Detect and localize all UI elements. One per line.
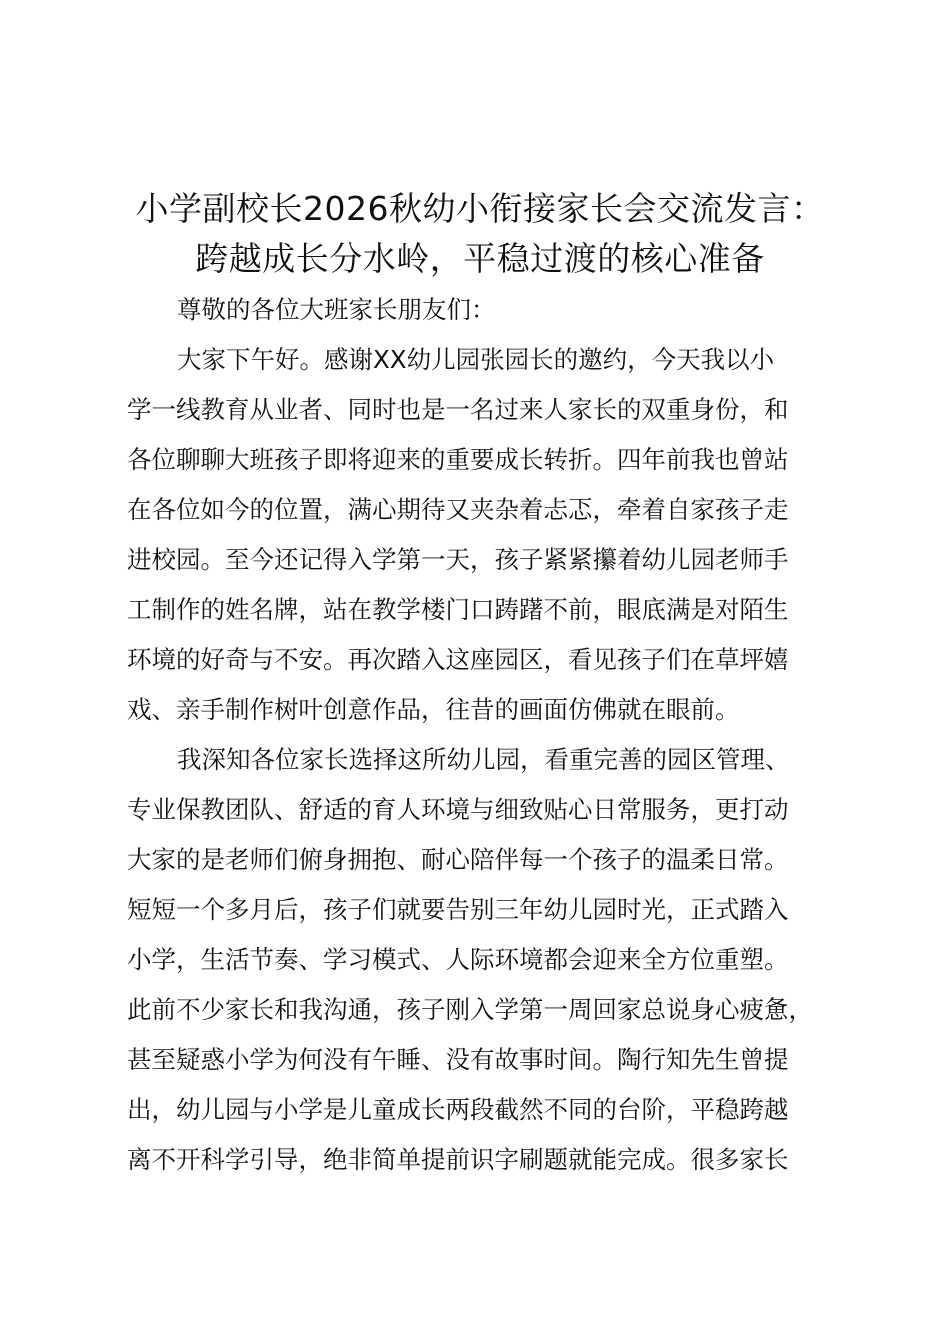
paragraph-line: 工制作的姓名牌，站在教学楼门口踌躇不前，眼底满是对陌生: [127, 595, 789, 624]
paragraph-line: 出，幼儿园与小学是儿童成长两段截然不同的台阶，平稳跨越: [127, 1095, 789, 1124]
paragraph-line: 戏、亲手制作树叶创意作品，往昔的画面仿佛就在眼前。: [127, 695, 740, 724]
document-title: [100, 184, 860, 284]
paragraph-line: 在各位如今的位置，满心期待又夹杂着忐忑，牵着自家孩子走: [127, 495, 789, 524]
title-line-2: 跨越成长分水岭，平稳过渡的核心准备: [195, 239, 765, 278]
paragraph-line: 离不开科学引导，绝非简单提前识字刷题就能完成。很多家长: [127, 1145, 789, 1174]
paragraph-line: 短短一个多月后，孩子们就要告别三年幼儿园时光，正式踏入: [127, 895, 789, 924]
paragraph-line: 学一线教育从业者、同时也是一名过来人家长的双重身份，和: [127, 395, 789, 424]
paragraph-line: 各位聊聊大班孩子即将迎来的重要成长转折。四年前我也曾站: [127, 445, 789, 474]
paragraph-line: 甚至疑惑小学为何没有午睡、没有故事时间。陶行知先生曾提: [127, 1045, 789, 1074]
paragraph-line: 专业保教团队、舒适的育人环境与细致贴心日常服务，更打动: [127, 795, 789, 824]
paragraph-line: 大家的是老师们俯身拥抱、耐心陪伴每一个孩子的温柔日常。: [127, 845, 789, 874]
paragraph-line: 此前不少家长和我沟通，孩子刚入学第一周回家总说身心疲惫，: [127, 995, 813, 1024]
paragraph-line: 进校园。至今还记得入学第一天，孩子紧紧攥着幼儿园老师手: [127, 545, 789, 574]
title-line-1: 小学副校长2026秋幼小衔接家长会交流发言：: [135, 189, 825, 228]
document-body: [127, 285, 839, 1185]
salutation: 尊敬的各位大班家长朋友们：: [177, 295, 496, 324]
paragraph-line: 环境的好奇与不安。再次踏入这座园区，看见孩子们在草坪嬉: [127, 645, 789, 674]
paragraph-line: 我深知各位家长选择这所幼儿园，看重完善的园区管理、: [177, 745, 790, 774]
paragraph-1: [127, 335, 839, 735]
paragraph-2: [127, 735, 839, 1185]
paragraph-line: 大家下午好。感谢XX幼儿园张园长的邀约，今天我以小: [177, 345, 775, 374]
paragraph-line: 小学，生活节奏、学习模式、人际环境都会迎来全方位重塑。: [127, 945, 789, 974]
